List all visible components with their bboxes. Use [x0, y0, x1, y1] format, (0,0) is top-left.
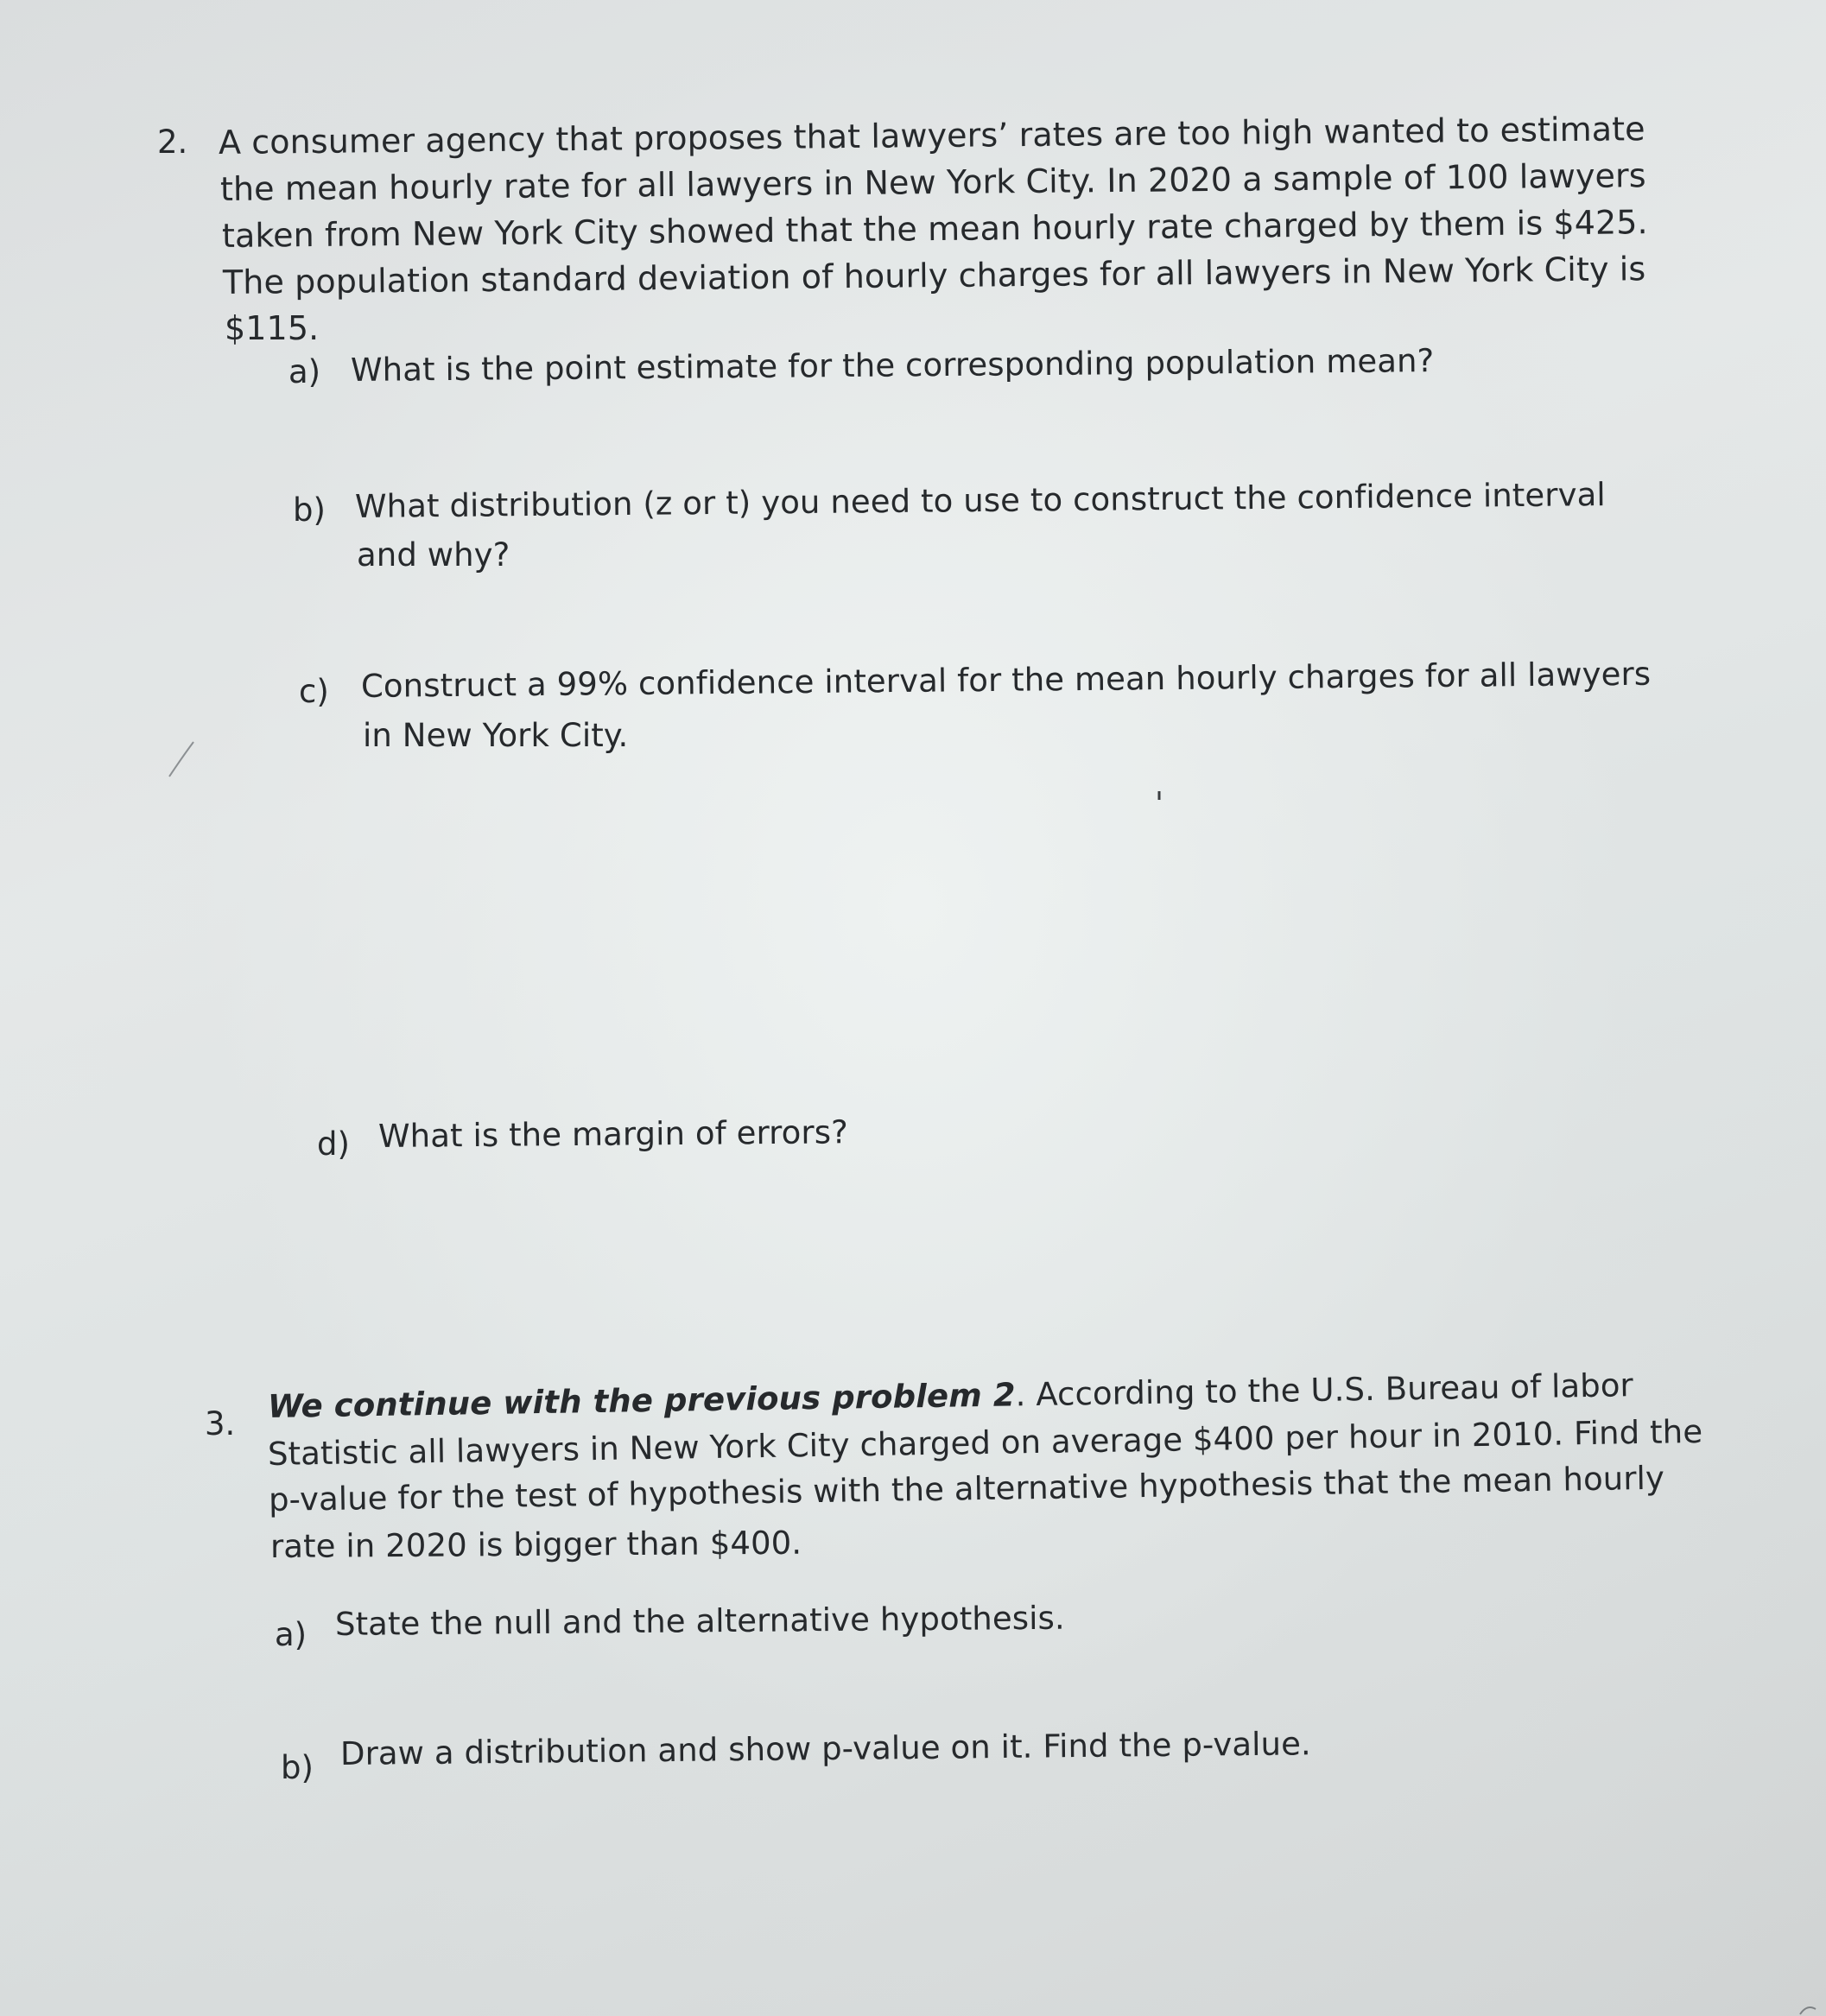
stray-dot-mark [1156, 789, 1163, 803]
problem-2-number: 2. [157, 124, 188, 161]
problem-2-part-b-question-line-1: What distribution (z or t) you need to use to construct the confidence interval [354, 476, 1606, 525]
problem-3-text-line-2: Statistic all lawyers in New York City charged on average $400 per hour in 2010. Find the [267, 1412, 1703, 1473]
problem-3-text-line-3: p-value for the test of hypothesis with the alternative hypothesis that the mean hourly [268, 1459, 1665, 1518]
problem-2-text-line-3: taken from New York City showed that the mean hourly rate charged by them is $425. [221, 203, 1648, 255]
problem-3-part-a-question: State the null and the alternative hypothesis. [334, 1599, 1065, 1643]
problem-3-text-line-4: rate in 2020 is bigger than $400. [269, 1524, 802, 1565]
problem-3-part-a-label: a) [275, 1616, 308, 1653]
problem-3-text-line-1 [267, 1366, 1634, 1425]
problem-2-text-line-2: the mean hourly rate for all lawyers in New York City. In 2020 a sample of 100 lawyers [219, 156, 1646, 208]
problem-2-part-c-label: c) [299, 673, 329, 710]
problem-2-part-a-label: a) [288, 353, 321, 390]
problem-3-part-b-label: b) [281, 1749, 314, 1786]
problem-2-part-b-label: b) [293, 491, 326, 529]
problem-3-emphasis: We continue with the previous problem 2 [267, 1376, 1016, 1425]
corner-mark [1798, 2004, 1819, 2016]
problem-2-part-d-question: What is the margin of errors? [377, 1113, 849, 1155]
problem-2-part-b-question-line-2: and why? [357, 536, 510, 574]
problem-2-text-line-5: $115. [225, 309, 320, 347]
problem-3-number: 3. [205, 1405, 236, 1442]
problem-2-text-line-4: The population standard deviation of hourly charges for all lawyers in New York City is [222, 250, 1646, 301]
problem-3-text-line-1-rest: . According to the U.S. Bureau of labor [1015, 1366, 1634, 1414]
problem-2-text-line-1: A consumer agency that proposes that lawyers’ rates are too high wanted to estimate [218, 110, 1645, 162]
problem-3-part-b-question: Draw a distribution and show p-value on it. Find the p-value. [339, 1725, 1312, 1772]
problem-2-part-c-question-line-1: Construct a 99% confidence interval for the mean hourly charges for all lawyers [360, 655, 1652, 705]
problem-2-part-d-label: d) [317, 1125, 350, 1163]
stray-pencil-mark [164, 739, 199, 782]
problem-2-part-a-question: What is the point estimate for the corresponding population mean? [350, 342, 1435, 389]
problem-2-part-c-question-line-2: in New York City. [363, 717, 629, 754]
